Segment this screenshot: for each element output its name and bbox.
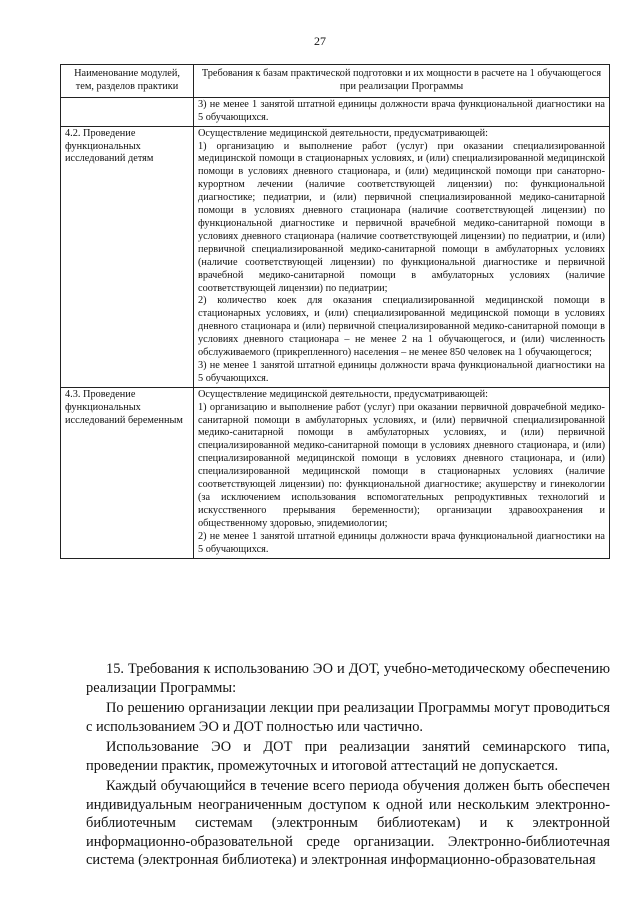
body-text (86, 660, 610, 872)
requirement-item: 3) не менее 1 занятой штатной единицы должности врача функциональной диагностики на 5 обучающихся. (198, 98, 605, 123)
requirement-item: 1) организацию и выполнение работ (услуг) при оказании первичной доврачебной медико-санитарной помощи в амбулаторных условиях, и (или) первичной специализированной медико-санитарной помощи в амбулаторных условиях, и (или) первичной специализированной медико-санитарной помощи в условиях дневного стационара, и (или) специализированной медицинской помощи в условиях дневного стационара, и (или) специализированной медицинской помощи в стационарных условиях (наличие соответствующей лицензии) по: функциональной диагностике; акушерству и гинекологии (за исключением использования вспомогательных репродуктивных технологий и искусственного прерывания беременности); организации здравоохранения и общественному здоровью, эпидемиологии; (198, 401, 605, 529)
page-number: 27 (314, 34, 326, 48)
requirements-cell (194, 126, 610, 387)
table-row (61, 126, 610, 387)
module-cell: 4.3. Проведение функциональных исследований беременным (61, 387, 194, 558)
requirement-item: Осуществление медицинской деятельности, предусматривающей: (198, 127, 488, 139)
header-requirements: Требования к базам практической подготовки и их мощности в расчете на 1 обучающегося при реализации Программы (194, 65, 610, 98)
requirement-item: Осуществление медицинской деятельности, предусматривающей: (198, 388, 488, 400)
module-cell-empty (61, 97, 194, 126)
requirements-cell (194, 387, 610, 558)
paragraph: По решению организации лекции при реализации Программы могут проводиться с использованием ЭО и ДОТ полностью или частично. (86, 700, 610, 735)
table-row (61, 387, 610, 558)
requirements-table (60, 64, 610, 559)
table-header-row (61, 65, 610, 98)
table-row-continuation (61, 97, 610, 126)
header-modules: Наименование модулей, тем, разделов практики (61, 65, 194, 98)
requirement-item: 3) не менее 1 занятой штатной единицы должности врача функциональной диагностики на 5 обучающихся. (198, 359, 605, 384)
requirement-item: 1) организацию и выполнение работ (услуг) при оказании специализированной медицинской помощи в стационарных условиях, и (или) специализированной медицинской помощи в условиях дневного стационара, и (или) медицинской помощи при санаторно-курортном лечении (наличие соответствующей лицензии) по: функциональной диагностике; педиатрии, и (или) первичной специализированной медико-санитарной помощи в условиях дневного стационара (наличие соответствующей лицензии) по функциональной диагностике и первичной врачебной медико-санитарной помощи в условиях дневного стационара (наличие соответствующей лицензии) по педиатрии, и (или) первичной специализированной медико-санитарной помощи в амбулаторных условиях (наличие соответствующей лицензии) по функциональной диагностике и первичной врачебной медико-санитарной помощи в амбулаторных условиях (наличие соответствующей лицензии) по педиатрии; (198, 140, 605, 294)
requirement-item: 2) количество коек для оказания специализированной медицинской помощи в стационарных условиях, и (или) специализированной медицинской помощи в условиях дневного стационара и (или) первичной специализированной медико-санитарной помощи в условиях дневного стационара – не менее 2 на 1 обучающегося, и (или) численность обслуживаемого (прикрепленного) населения – не менее 850 человек на 1 обучающегося; (198, 295, 605, 359)
section-heading: 15. Требования к использованию ЭО и ДОТ, учебно-методическому обеспечению реализации Программы: (86, 661, 610, 696)
paragraph: Использование ЭО и ДОТ при реализации занятий семинарского типа, проведении практик, промежуточных и итоговой аттестаций не допускается. (86, 739, 610, 774)
paragraph: Каждый обучающийся в течение всего периода обучения должен быть обеспечен индивидуальным неограниченным доступом к одной или нескольким электронно-библиотечным системам (электронным библиотекам) и к электронной информационно-образовательной среде организации. Электронно-библиотечная система (электронная библиотека) и электронная информационно-образовательная (86, 778, 610, 868)
module-cell: 4.2. Проведение функциональных исследований детям (61, 126, 194, 387)
requirements-cell (194, 97, 610, 126)
requirement-item: 2) не менее 1 занятой штатной единицы должности врача функциональной диагностики на 5 обучающихся. (198, 530, 605, 555)
